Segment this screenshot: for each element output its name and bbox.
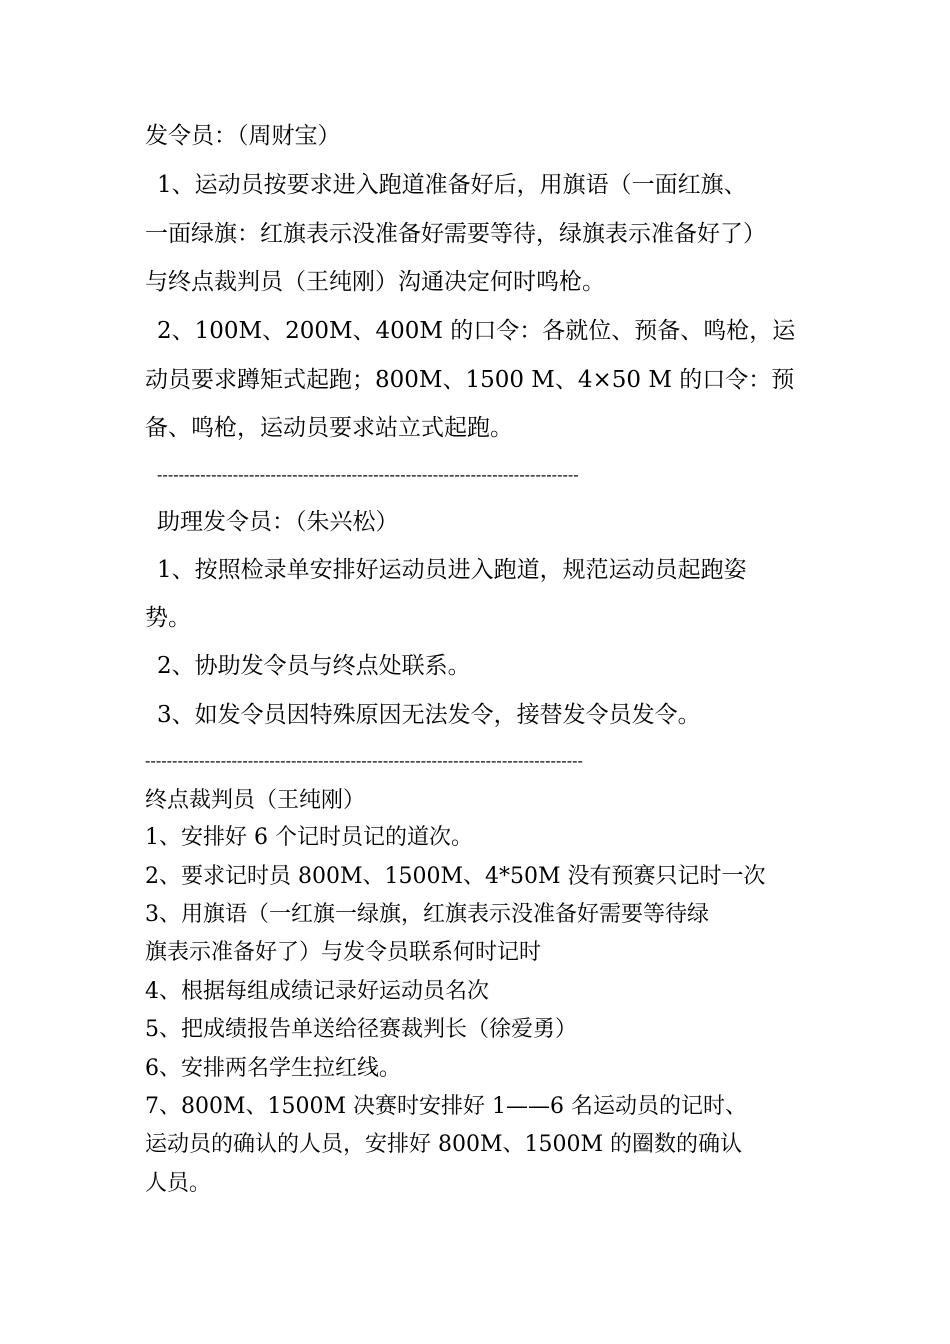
section2-heading: 助理发令员：（朱兴松） [157, 509, 399, 535]
section3-line: 6、安排两名学生拉红线。 [145, 1056, 401, 1081]
section3-line: 人员。 [145, 1171, 212, 1196]
section3-heading: 终点裁判员（王纯刚） [145, 788, 366, 813]
section3-line: 5、把成绩报告单送给径赛裁判长（徐爱勇） [145, 1017, 577, 1042]
section1-line: 与终点裁判员（王纯刚）沟通决定何时鸣枪。 [145, 269, 605, 295]
section1-line: 2、100M、200M、400M 的口令：各就位、预备、鸣枪，运 [157, 318, 796, 344]
section1-line: 一面绿旗：红旗表示没准备好需要等待，绿旗表示准备好了） [145, 221, 766, 247]
section3-line: 旗表示准备好了）与发令员联系何时记时 [145, 940, 542, 965]
separator-line: --------------------------------------------------------------------------------- [145, 751, 583, 770]
section1-line: 备、鸣枪，运动员要求站立式起跑。 [145, 415, 513, 441]
section3-line: 3、用旗语（一红旗一绿旗，红旗表示没准备好需要等待绿 [145, 902, 709, 927]
section1-line: 1、运动员按要求进入跑道准备好后，用旗语（一面红旗、 [157, 172, 747, 198]
section3-line: 7、800M、1500M 决赛时安排好 1——6 名运动员的记时、 [145, 1094, 748, 1119]
section2-line: 势。 [145, 605, 191, 631]
section3-line: 2、要求记时员 800M、1500M、4*50M 没有预赛只记时一次 [145, 864, 766, 889]
section1-line: 动员要求蹲矩式起跑；800M、1500 M、4×50 M 的口令：预 [145, 367, 795, 393]
section2-line: 1、按照检录单安排好运动员进入跑道，规范运动员起跑姿 [157, 557, 747, 583]
section2-line: 3、如发令员因特殊原因无法发令，接替发令员发令。 [157, 702, 701, 728]
section3-line: 1、安排好 6 个记时员记的道次。 [145, 825, 473, 850]
section1-heading: 发令员：（周财宝） [145, 123, 341, 149]
section2-line: 2、协助发令员与终点处联系。 [157, 653, 471, 679]
section3-line: 4、根据每组成绩记录好运动员名次 [145, 979, 489, 1004]
section3-line: 运动员的确认的人员，安排好 800M、1500M 的圈数的确认 [145, 1132, 743, 1157]
separator-line: ------------------------------------------------------------------------------ [157, 465, 579, 484]
